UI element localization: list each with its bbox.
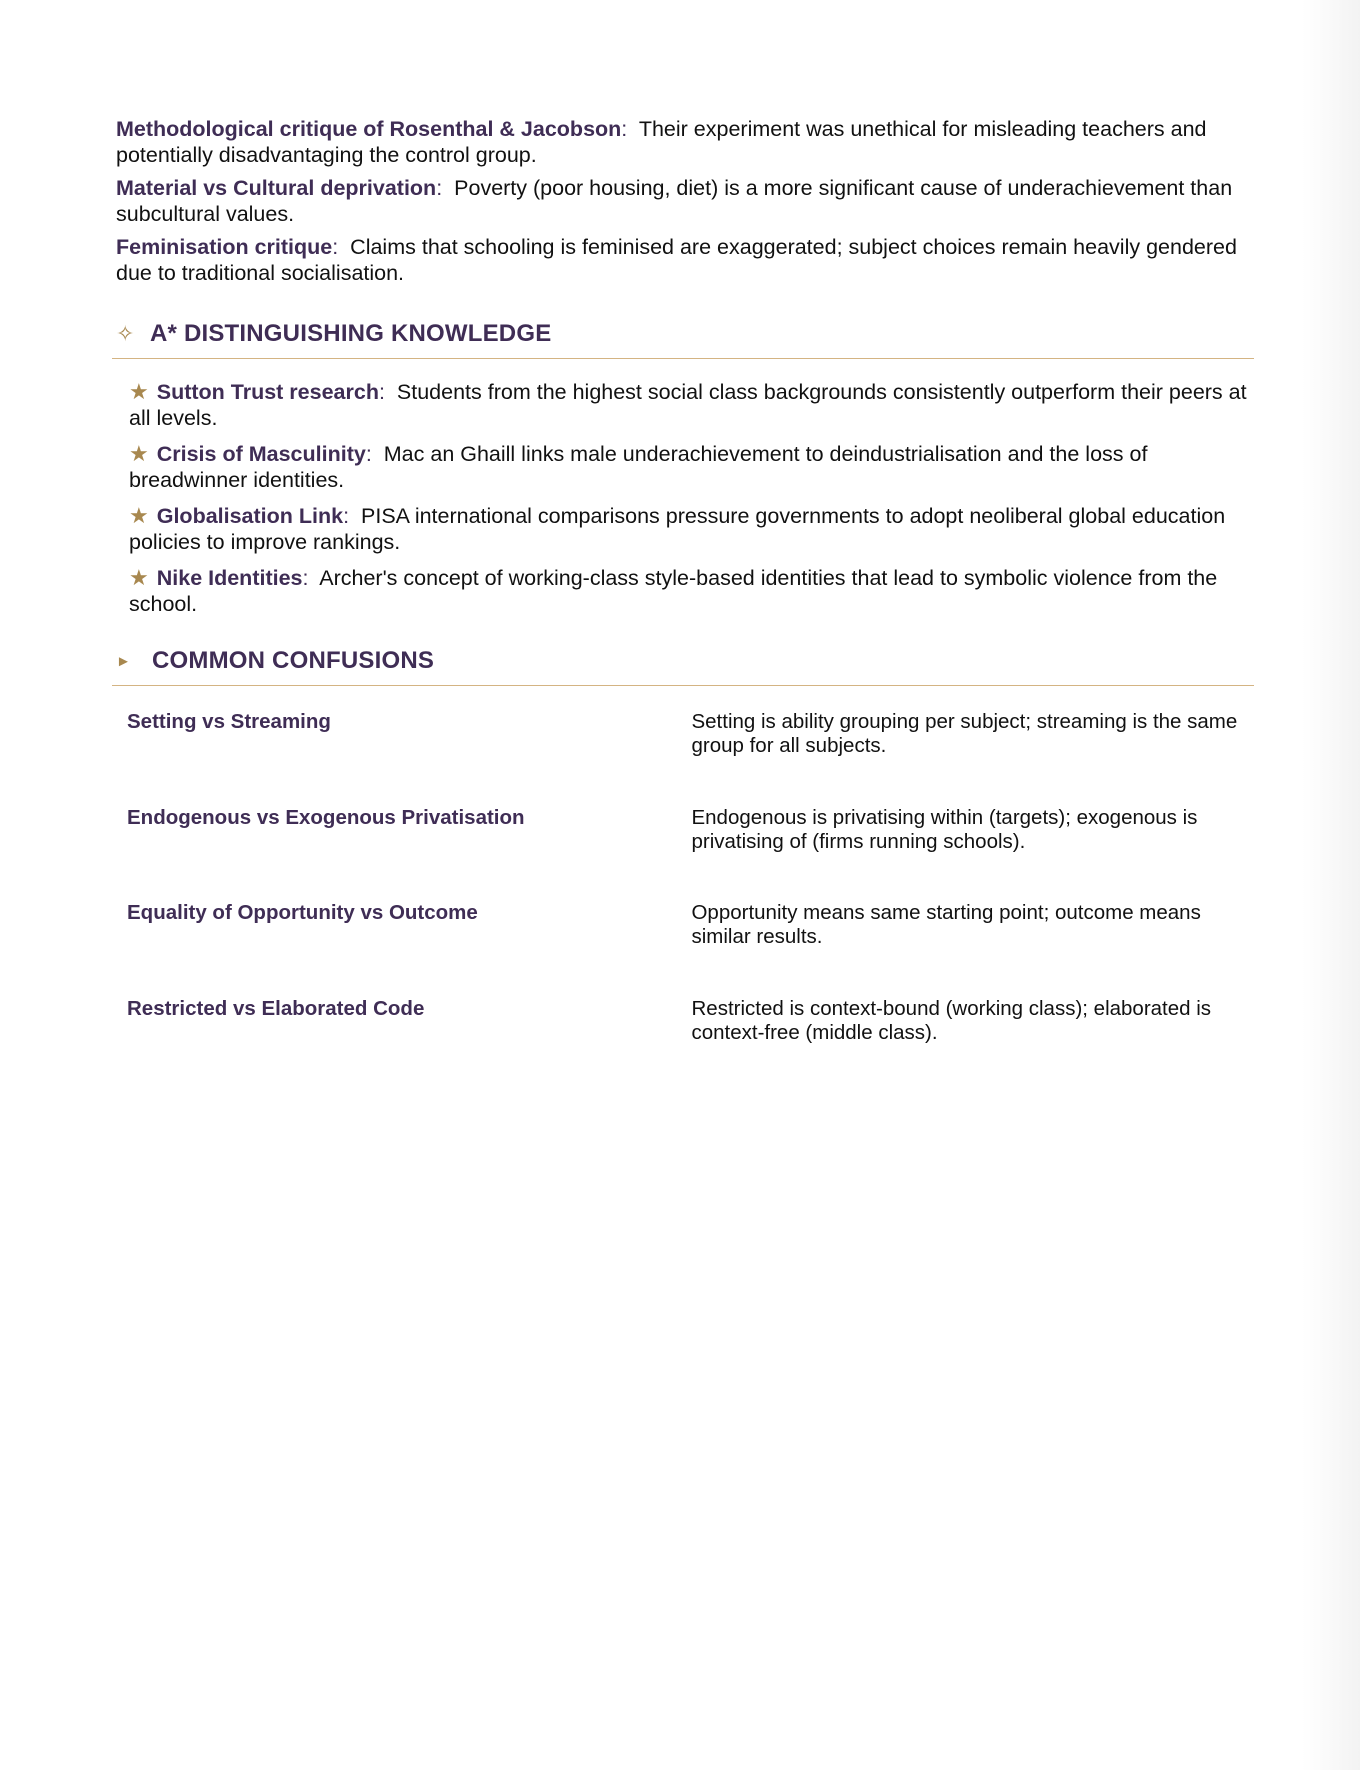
confusion-definition: Endogenous is privatising within (targets); exogenous is privatising of (firms running schools). — [691, 805, 1198, 853]
critique-term: Material vs Cultural deprivation — [116, 176, 437, 200]
list-item: ★ Nike Identities: Archer's concept of working-class style-based identities that lead to symbolic violence from the school. — [129, 565, 1218, 616]
distinguishing-knowledge-list — [116, 379, 1250, 617]
confusion-term: Endogenous vs Exogenous Privatisation — [127, 805, 525, 829]
item-text: Mac an Ghaill links male underachievement to deindustrialisation and the loss of breadwinner identities. — [129, 442, 1148, 492]
item-term: Sutton Trust research — [156, 380, 379, 404]
confusion-term: Setting vs Streaming — [127, 710, 331, 733]
distinguishing-knowledge-heading — [112, 320, 1254, 359]
critique-text: Poverty (poor housing, diet) is a more significant cause of underachievement than subcultural values. — [116, 176, 1233, 226]
item-text: PISA international comparisons pressure governments to adopt neoliberal global education policies to improve rankings. — [129, 504, 1226, 554]
confusion-term: Restricted vs Elaborated Code — [127, 996, 425, 1020]
critique-item: Feminisation critique: Claims that schooling is feminised are exaggerated; subject choices remain heavily gendered due to traditional socialisation. — [116, 235, 1237, 285]
star-icon: ★ — [129, 503, 149, 528]
common-confusions-heading — [112, 647, 1254, 686]
critique-term: Methodological critique of Rosenthal & Jacobson — [116, 117, 622, 141]
star-icon: ★ — [129, 441, 149, 466]
item-text: Archer's concept of working-class style-based identities that lead to symbolic violence from the school. — [129, 566, 1218, 616]
item-text: Students from the highest social class backgrounds consistently outperform their peers at all levels. — [129, 380, 1247, 430]
list-item: ★ Sutton Trust research: Students from the highest social class backgrounds consistently outperform their peers at all levels. — [129, 379, 1247, 430]
triangle-right-icon: ► — [116, 652, 131, 670]
table-row — [127, 997, 1250, 1093]
table-row — [127, 806, 1250, 902]
star-icon: ★ — [129, 379, 149, 404]
item-term: Crisis of Masculinity — [156, 442, 366, 466]
item-term: Globalisation Link — [156, 504, 344, 528]
confusion-definition: Setting is ability grouping per subject; streaming is the same group for all subjects. — [691, 710, 1238, 757]
item-term: Nike Identities — [156, 566, 303, 590]
critique-list — [116, 116, 1250, 286]
confusions-table — [116, 710, 1250, 1092]
sparkle-icon: ✧ — [116, 321, 135, 346]
list-item: ★ Crisis of Masculinity: Mac an Ghaill links male underachievement to deindustrialisation and the loss of breadwinner identities. — [129, 441, 1148, 492]
critique-text: Their experiment was unethical for misleading teachers and potentially disadvantaging the control group. — [116, 117, 1207, 167]
critique-item: Methodological critique of Rosenthal & Jacobson: Their experiment was unethical for misleading teachers and potentially disadvantaging the control group. — [116, 117, 1207, 167]
critique-term: Feminisation critique — [116, 235, 333, 259]
confusion-definition: Opportunity means same starting point; outcome means similar results. — [691, 901, 1201, 948]
list-item: ★ Globalisation Link: PISA international comparisons pressure governments to adopt neoliberal global education policies to improve rankings. — [129, 503, 1226, 554]
table-row — [127, 901, 1250, 997]
confusion-term: Equality of Opportunity vs Outcome — [127, 901, 478, 924]
star-icon: ★ — [129, 565, 149, 590]
document-page — [116, 116, 1250, 1092]
section-title: COMMON CONFUSIONS — [152, 647, 435, 674]
section-title: A* DISTINGUISHING KNOWLEDGE — [150, 320, 552, 347]
page-edge-shadow — [1302, 0, 1360, 1770]
critique-item: Material vs Cultural deprivation: Poverty (poor housing, diet) is a more significant cause of underachievement than subcultural values. — [116, 176, 1233, 226]
confusion-definition: Restricted is context-bound (working class); elaborated is context-free (middle class). — [691, 996, 1212, 1044]
critique-text: Claims that schooling is feminised are exaggerated; subject choices remain heavily gendered due to traditional socialisation. — [116, 235, 1237, 285]
table-row — [127, 710, 1250, 806]
